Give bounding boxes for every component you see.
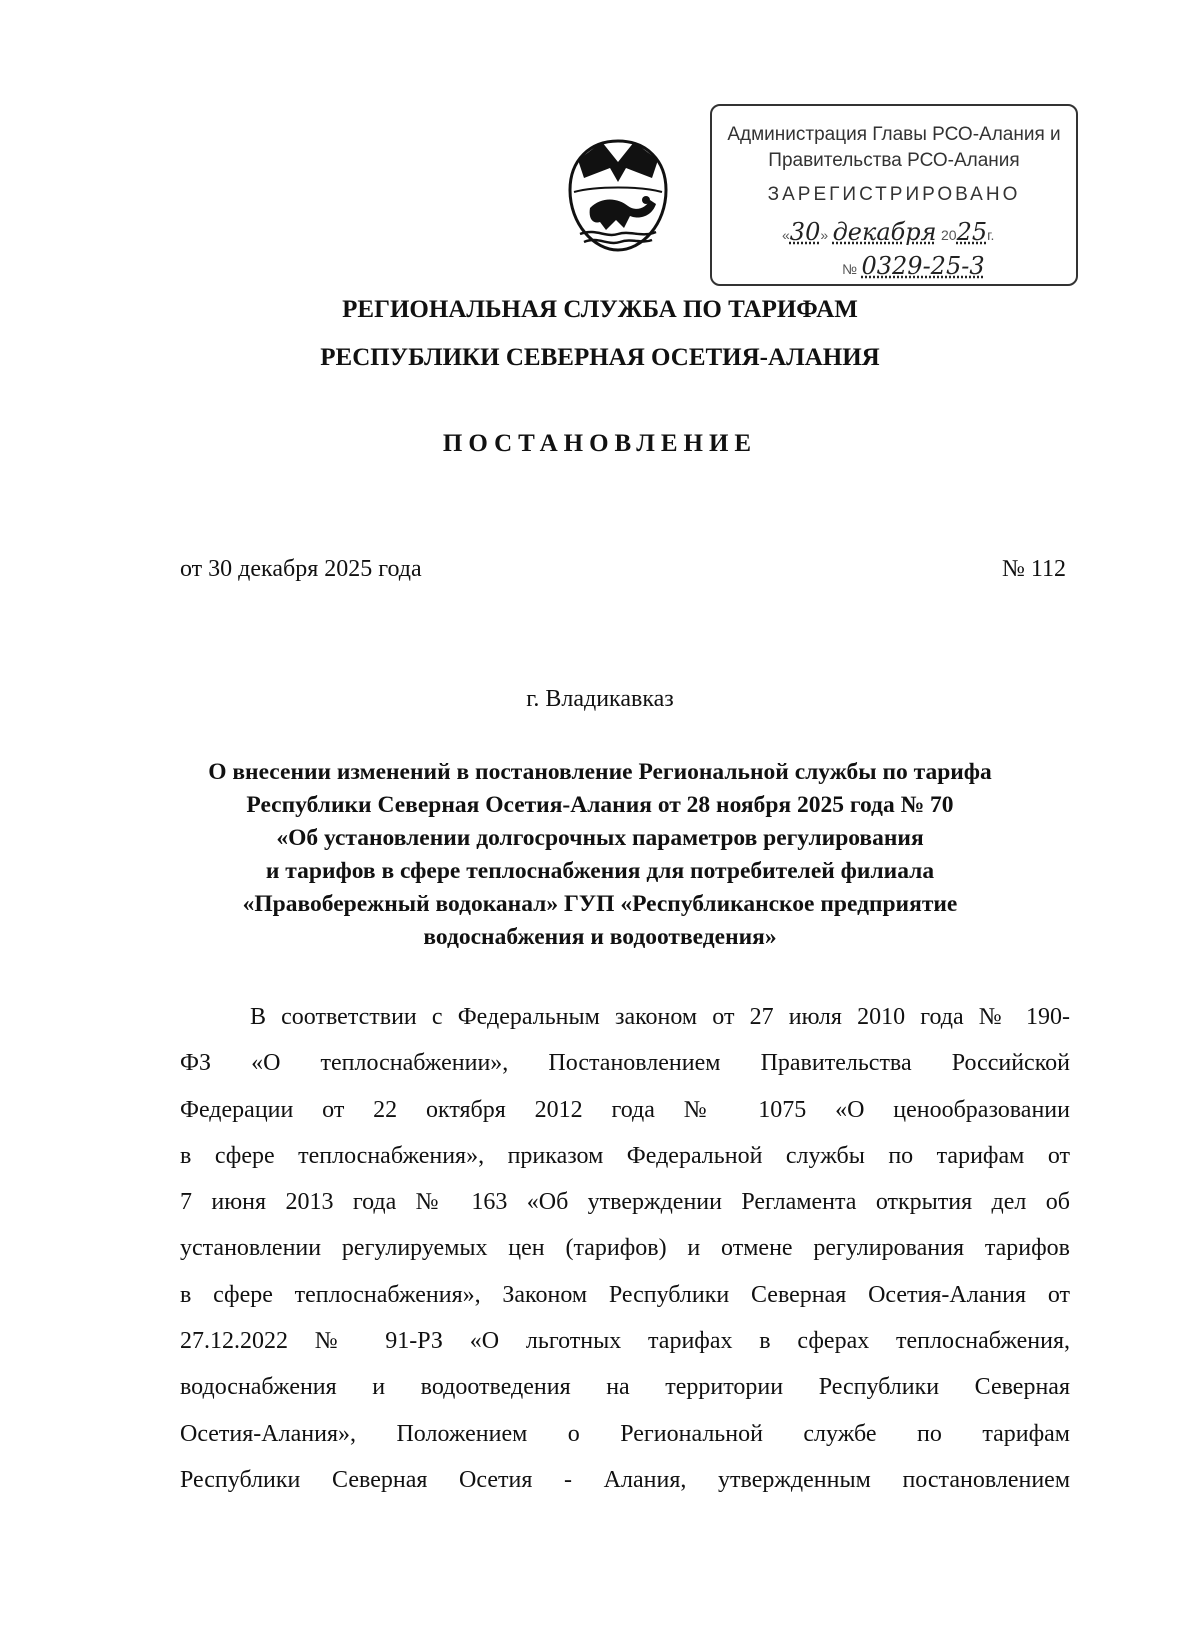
document-type: ПОСТАНОВЛЕНИЕ bbox=[442, 430, 758, 457]
stamp-line-administration: Администрация Главы РСО-Алания и bbox=[727, 124, 1061, 145]
stamp-date-month: декабря bbox=[832, 218, 937, 246]
stamp-number-row bbox=[842, 252, 985, 280]
body-line: водоснабжения и водоотведения на территории Республики Северная bbox=[180, 1374, 1070, 1401]
stamp-number-value: 0329-25-3 bbox=[861, 252, 985, 280]
stamp-date-suffix: г. bbox=[987, 227, 995, 243]
body-line: в сфере теплоснабжения», Законом Республики Северная Осетия-Алания от bbox=[180, 1281, 1070, 1308]
document-body bbox=[180, 994, 1070, 1503]
stamp-date-year: 25 bbox=[956, 218, 988, 246]
subject-line: Республики Северная Осетия-Алания от 28 ноября 2025 года № 70 bbox=[246, 792, 954, 818]
subject-line: О внесении изменений в постановление Региональной службы по тарифа bbox=[208, 759, 992, 785]
body-line: Федерации от 22 октября 2012 года № 1075 «О ценообразовании bbox=[180, 1096, 1070, 1123]
body-line: установлении регулируемых цен (тарифов) и отмене регулирования тарифов bbox=[180, 1235, 1070, 1262]
subject-line: «Правобережный водоканал» ГУП «Республиканское предприятие bbox=[242, 891, 958, 917]
stamp-date-row: «30» декабря 2025г. bbox=[782, 218, 995, 246]
subject-line: водоснабжения и водоотведения» bbox=[423, 924, 777, 950]
body-line: В соответствии с Федеральным законом от 27 июля 2010 года № 190- bbox=[250, 1004, 1070, 1030]
stamp-line-registered: ЗАРЕГИСТРИРОВАНО bbox=[767, 184, 1021, 205]
body-line: в сфере теплоснабжения», приказом Федеральной службы по тарифам от bbox=[180, 1142, 1070, 1169]
coat-of-arms-emblem bbox=[566, 138, 670, 254]
stamp-number-label: № bbox=[842, 261, 858, 277]
org-title-line-1: РЕГИОНАЛЬНАЯ СЛУЖБА ПО ТАРИФАМ bbox=[342, 296, 858, 323]
org-title-line-2: РЕСПУБЛИКИ СЕВЕРНАЯ ОСЕТИЯ-АЛАНИЯ bbox=[320, 344, 880, 371]
stamp-date-day: 30 bbox=[789, 218, 821, 246]
registration-stamp bbox=[710, 104, 1078, 286]
body-line: Осетия-Алания», Положением о Региональной службе по тарифам bbox=[180, 1420, 1070, 1447]
document-subject bbox=[150, 756, 1050, 954]
subject-line: и тарифов в сфере теплоснабжения для потребителей филиала bbox=[265, 858, 935, 884]
body-line: Республики Северная Осетия - Алания, утвержденным постановлением bbox=[180, 1466, 1070, 1493]
body-line: 27.12.2022 № 91-РЗ «О льготных тарифах в сферах теплоснабжения, bbox=[180, 1328, 1070, 1355]
subject-line: «Об установлении долгосрочных параметров регулирования bbox=[276, 825, 924, 851]
stamp-line-government: Правительства РСО-Алания bbox=[768, 150, 1020, 171]
stamp-date-year-prefix: 20 bbox=[941, 227, 957, 243]
body-line: ФЗ «О теплоснабжении», Постановлением Правительства Российской bbox=[180, 1050, 1070, 1077]
document-city: г. Владикавказ bbox=[526, 686, 674, 712]
document-number: № 112 bbox=[1001, 556, 1066, 582]
document-date: от 30 декабря 2025 года bbox=[180, 556, 422, 582]
body-line: 7 июня 2013 года № 163 «Об утверждении Регламента открытия дел об bbox=[180, 1189, 1070, 1216]
